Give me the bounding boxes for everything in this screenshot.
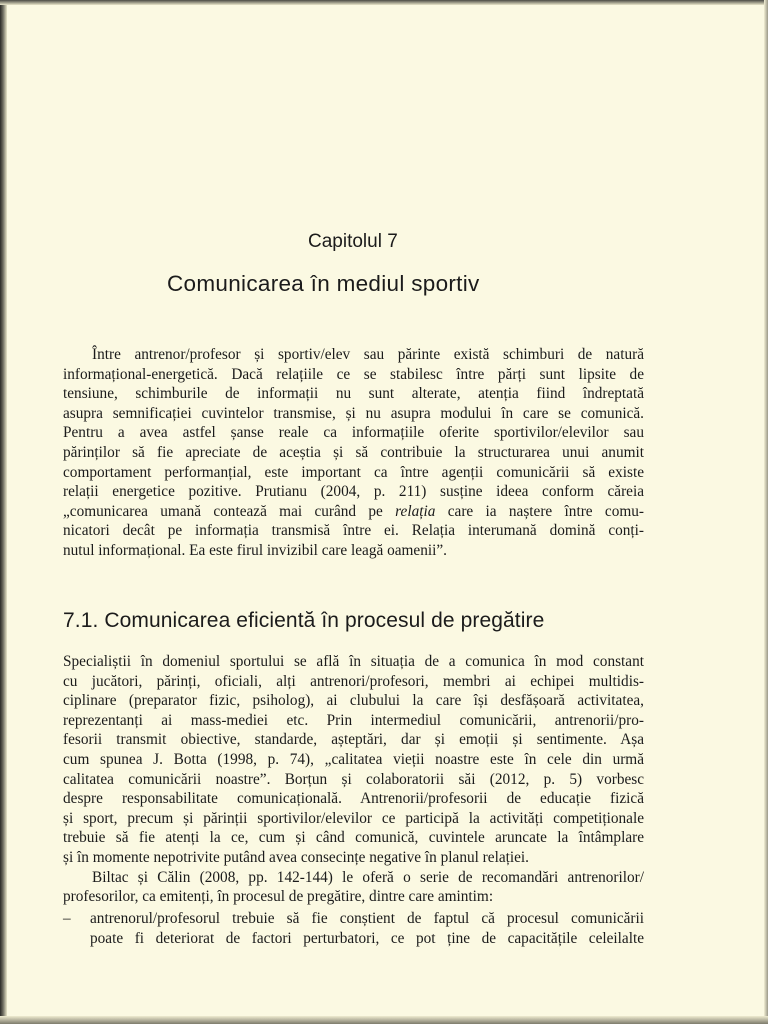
paragraph-line: informațional-energetică. Dacă relațiile ce se stabilesc între părți sunt lipsite de	[63, 365, 644, 383]
paragraph-line: profesorilor, ca emitenți, în procesul de pregătire, dintre care amintim:	[63, 888, 494, 906]
paragraph-line: calitatea comunicării noastre”. Borțun și colaboratorii săi (2012, p. 5) vorbesc	[63, 770, 644, 788]
chapter-title: Comunicarea în mediul sportiv	[167, 271, 480, 296]
paragraph-line: comportament performanțial, este important ca între agenții comunicării să existe	[63, 463, 644, 481]
paragraph-line: Pentru a avea astfel șanse reale ca informațiile oferite sportivilor/elevilor sau	[63, 424, 644, 442]
paragraph-line: trebuie să fie atenți la ce, cum și când comunică, cuvintele aruncate la întâmplare	[63, 829, 644, 847]
list-item-line: antrenorul/profesorul trebuie să fie conștient de faptul că procesul comunicării	[90, 910, 644, 927]
paragraph-line: și sport, precum și părinții sportivilor/elevilor ce participă la activități competiționale	[63, 809, 644, 827]
italic-term: relația	[395, 502, 436, 520]
paragraph-line: Specialiștii în domeniul sportului se află în situația de a comunica în mod constant	[63, 653, 644, 670]
list-item-line: poate fi deteriorat de factori perturbatori, ce pot ține de capacitățile celeilalte	[90, 929, 644, 947]
paragraph-line: cu jucători, părinți, oficiali, alți antrenori/profesori, membri ai echipei multidis-	[63, 672, 644, 690]
paragraph-line: ciplinare (preparator fizic, psiholog), ai clubului la care își desfășoară activitatea,	[63, 692, 644, 710]
section-paragraph	[63, 652, 644, 907]
paragraph-line: nicatori decât pe informația transmisă între ei. Relația interumană domină conți-	[63, 522, 644, 540]
intro-paragraph	[63, 345, 644, 561]
paragraph-line: fesorii transmit obiective, standarde, așteptări, dar și emoții și sentimente. Așa	[63, 731, 644, 749]
paragraph-line: și în momente nepotrivite putând avea consecințe negative în planul relației.	[63, 848, 529, 866]
paragraph-line: nutul informațional. Ea este firul invizibil care leagă oamenii”.	[63, 541, 447, 559]
paragraph-line: despre responsabilitate comunicațională. Antrenorii/profesorii de educație fizică	[63, 790, 644, 808]
paragraph-line: cum spunea J. Botta (1998, p. 74), „calitatea vieții noastre este în cele din urmă	[63, 750, 644, 768]
section-title: 7.1. Comunicarea eficientă în procesul de pregătire	[63, 609, 545, 632]
list-item	[63, 909, 644, 948]
paragraph-line-with-italic	[63, 502, 644, 522]
paragraph-line: tensiune, schimburile de informații nu sunt alterate, atenția fiind îndreptată	[63, 385, 644, 403]
paragraph-line: relații energetice pozitive. Prutianu (2004, p. 211) susține ideea conform căreia	[63, 483, 644, 501]
line-tail: care ia naștere între comu-	[435, 502, 644, 520]
recommendation-list	[63, 909, 644, 948]
line-head: „comunicarea umană contează mai curând pe	[63, 502, 396, 520]
paragraph-line: Între antrenor/profesor și sportiv/elev sau părinte există schimburi de natură	[92, 346, 644, 363]
paragraph-line: Biltac și Călin (2008, pp. 142-144) le oferă o serie de recomandări antrenorilor/	[92, 868, 644, 886]
paragraph-line: părinților să fie apreciate de aceștia și să contribuie la structurarea unui anumit	[63, 443, 644, 461]
paragraph-line: asupra semnificației cuvintelor transmise, și nu asupra modului în care se comunică.	[63, 404, 644, 422]
dash-bullet: –	[63, 910, 71, 927]
paragraph-line: reprezentanți ai mass-mediei etc. Prin intermediul comunicării, antrenorii/pro-	[63, 711, 644, 729]
chapter-label: Capitolul 7	[308, 231, 398, 252]
